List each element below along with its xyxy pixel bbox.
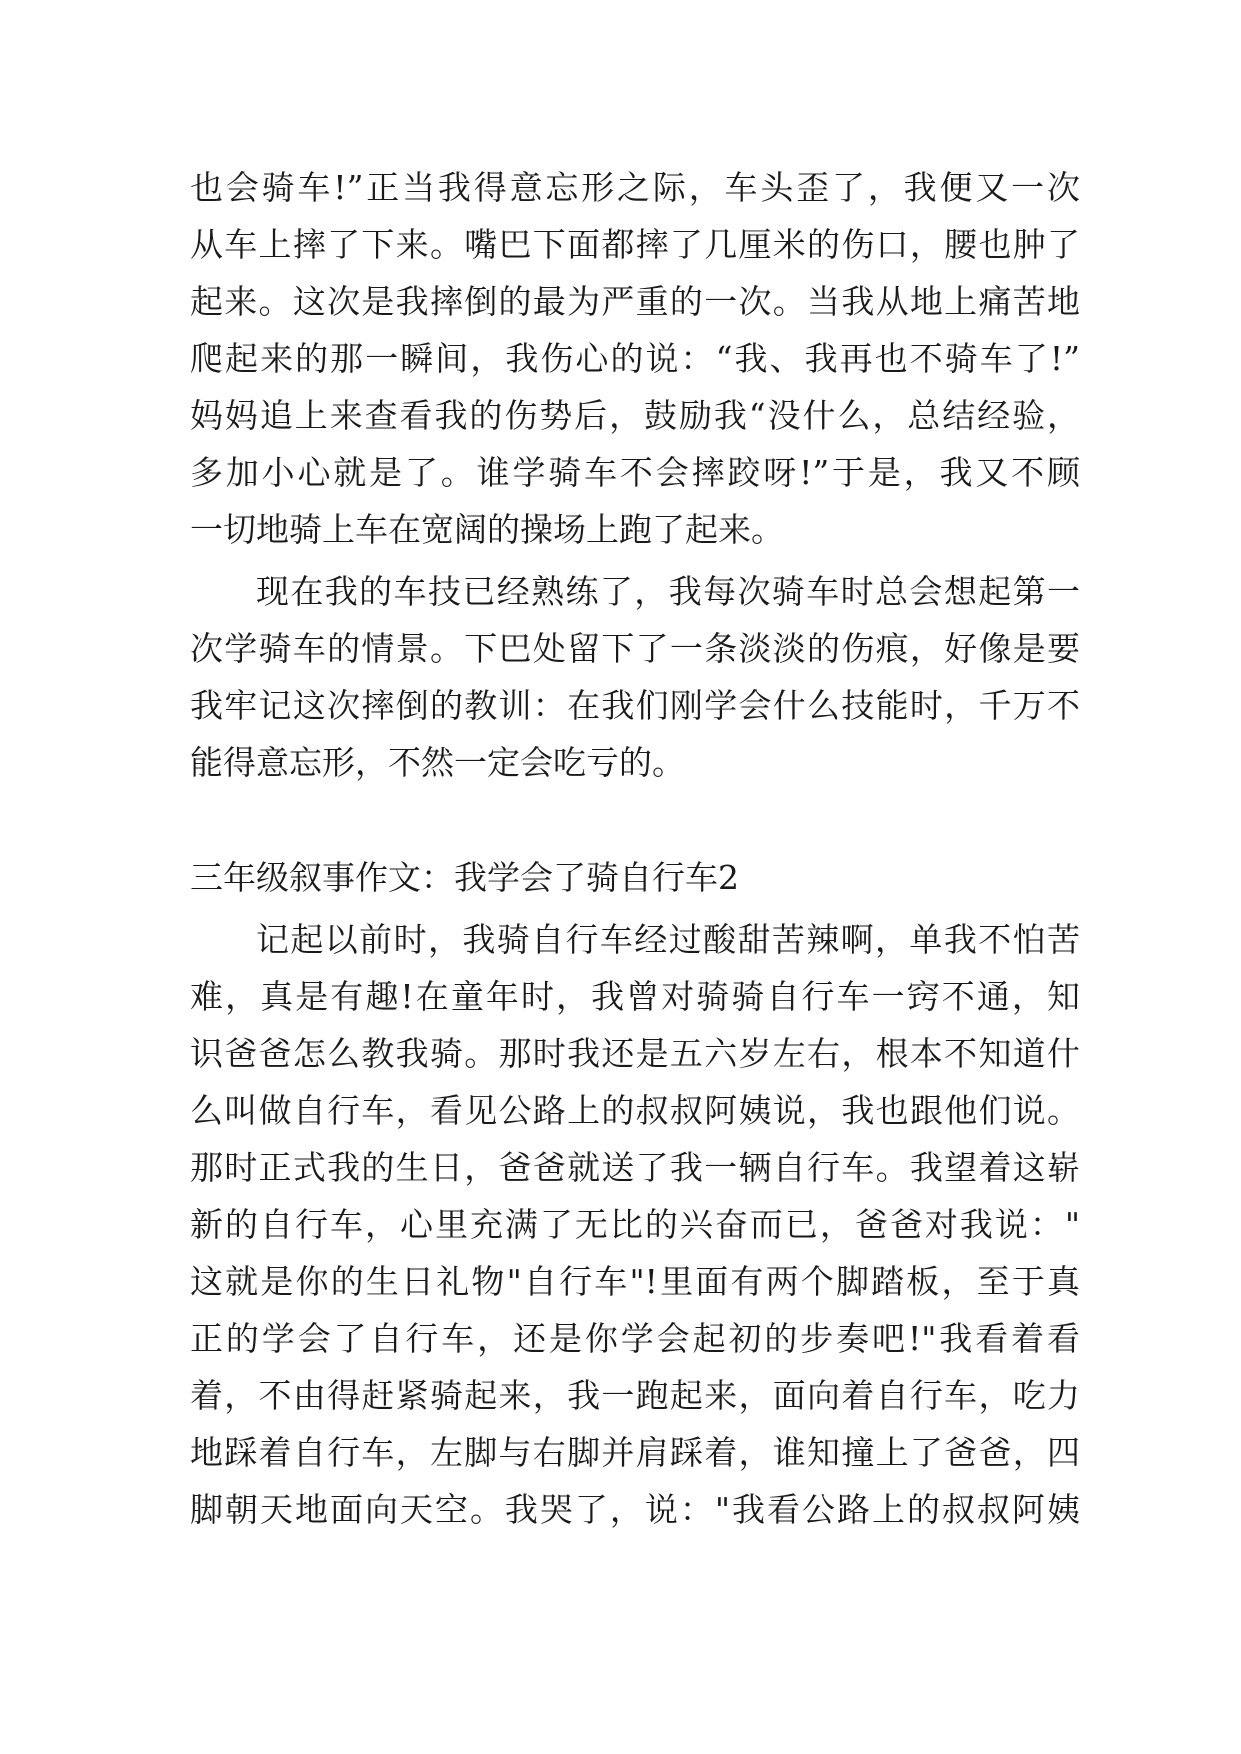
paragraph-line: 妈妈追上来查看我的伤势后，鼓励我“没什么，总结经验， — [190, 396, 1080, 435]
paragraph-line: 着，不由得赶紧骑起来，我一跑起来，面向着自行车，吃力 — [190, 1376, 1080, 1415]
paragraph-line: 么叫做自行车，看见公路上的叔叔阿姨说，我也跟他们说。 — [190, 1091, 1080, 1130]
paragraph-line: 记起以前时，我骑自行车经过酸甜苦辣啊，单我不怕苦 — [256, 920, 1080, 959]
paragraph-line: 多加小心就是了。谁学骑车不会摔跤呀!”于是，我又不顾 — [190, 453, 1080, 492]
paragraph-line: 能得意忘形，不然一定会吃亏的。 — [190, 743, 685, 782]
paragraph-line: 从车上摔了下来。嘴巴下面都摔了几厘米的伤口，腰也肿了 — [190, 225, 1080, 264]
paragraph-line: 爬起来的那一瞬间，我伤心的说：“我、我再也不骑车了!” — [190, 339, 1080, 378]
paragraph-line: 难，真是有趣!在童年时，我曾对骑骑自行车一窍不通，知 — [190, 977, 1080, 1016]
paragraph-line: 新的自行车，心里充满了无比的兴奋而已，爸爸对我说：" — [190, 1205, 1080, 1244]
paragraph-line: 起来。这次是我摔倒的最为严重的一次。当我从地上痛苦地 — [190, 282, 1080, 321]
paragraph-line: 正的学会了自行车，还是你学会起初的步奏吧!"我看着看 — [190, 1319, 1080, 1358]
paragraph-line: 现在我的车技已经熟练了，我每次骑车时总会想起第一 — [256, 572, 1080, 611]
paragraph-line: 这就是你的生日礼物"自行车"!里面有两个脚踏板，至于真 — [190, 1262, 1080, 1301]
paragraph-line: 那时正式我的生日，爸爸就送了我一辆自行车。我望着这崭 — [190, 1148, 1080, 1187]
paragraph-line: 也会骑车!”正当我得意忘形之际，车头歪了，我便又一次 — [190, 168, 1080, 207]
paragraph-line: 识爸爸怎么教我骑。那时我还是五六岁左右，根本不知道什 — [190, 1034, 1080, 1073]
paragraph-line: 脚朝天地面向天空。我哭了，说："我看公路上的叔叔阿姨 — [190, 1490, 1080, 1529]
paragraph-line: 一切地骑上车在宽阔的操场上跑了起来。 — [190, 510, 784, 549]
paragraph-line: 次学骑车的情景。下巴处留下了一条淡淡的伤痕，好像是要 — [190, 629, 1080, 668]
section-heading: 三年级叙事作文：我学会了骑自行车2 — [190, 858, 739, 897]
paragraph-line: 地踩着自行车，左脚与右脚并肩踩着，谁知撞上了爸爸，四 — [190, 1433, 1080, 1472]
paragraph-line: 我牢记这次摔倒的教训：在我们刚学会什么技能时，千万不 — [190, 686, 1080, 725]
